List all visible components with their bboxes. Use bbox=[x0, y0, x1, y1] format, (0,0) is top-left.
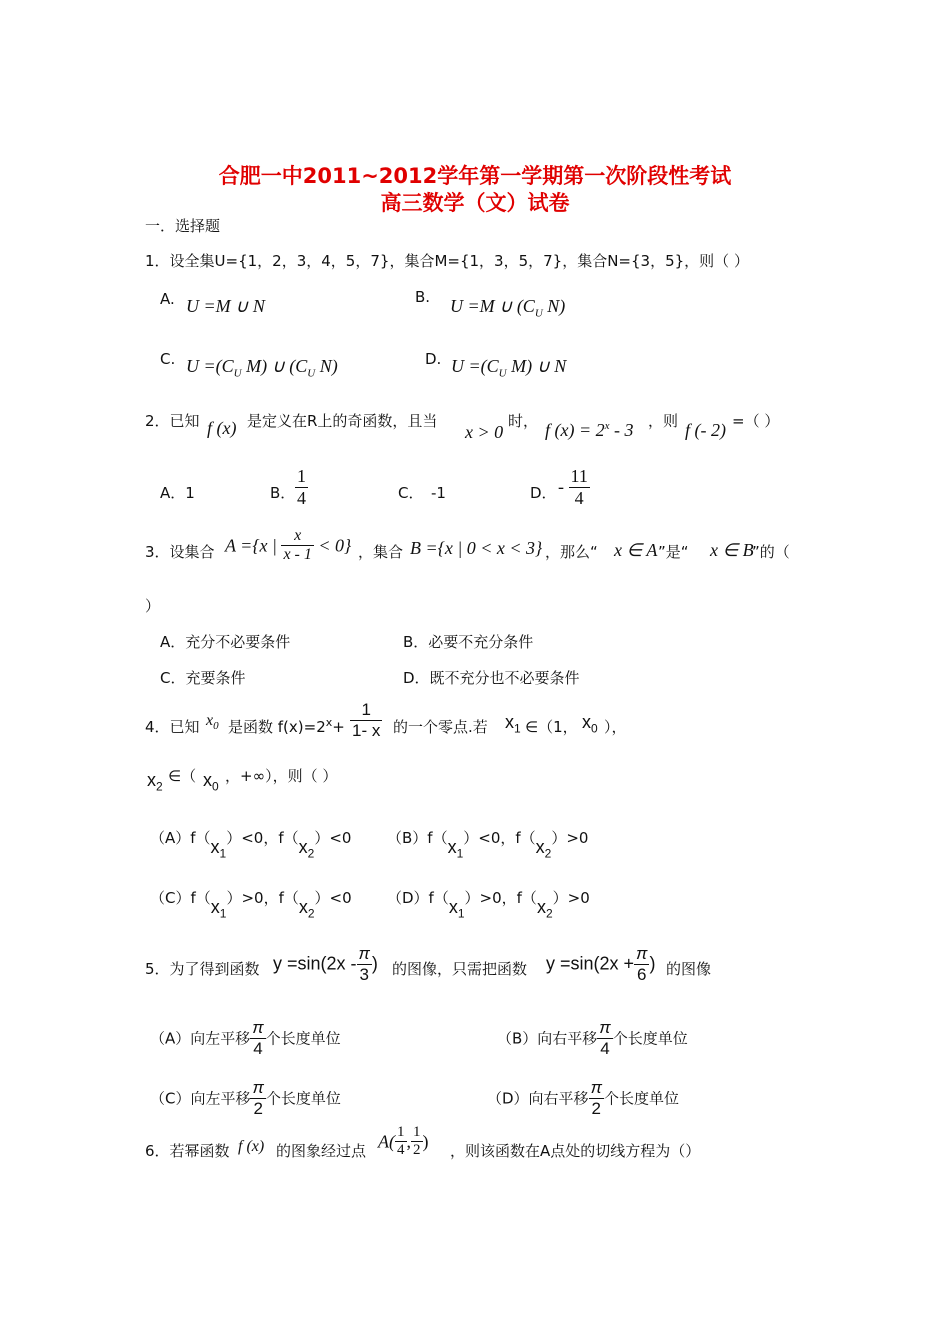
q4-stem-interval1: ∈（1， bbox=[525, 718, 578, 736]
question-3-stem-start: 3．设集合 bbox=[145, 543, 215, 561]
q5-stem-mid: 的图像，只需把函数 bbox=[392, 960, 528, 978]
q1-option-a-expr: U =M ∪ N bbox=[186, 296, 265, 316]
q4-option-b: $(B)f(x_1)<0$，$f(x_2)>0$ bbox=[387, 829, 589, 861]
q5-source-function: y =sin(2x + $\frac{\pi}{6}$ ) bbox=[546, 944, 656, 984]
q2-stem-mid: 是定义在R上的奇函数，且当 bbox=[247, 412, 438, 430]
q5-option-b: （B）向右平移 $\frac{\pi}{4}$ 个长度单位 bbox=[497, 1018, 688, 1058]
q1-option-a-label: A. bbox=[160, 290, 175, 308]
q4-stem-interval1-end: ）， bbox=[604, 718, 627, 736]
q4-option-a: $(A)f(x_1)<0$，$f(x_2)<0$ bbox=[150, 829, 352, 861]
q4-option-d: $(D)f(x_1)>0$，$f(x_2)>0$ bbox=[387, 889, 590, 921]
q4-x0-c: $x_0$ bbox=[203, 770, 219, 794]
exam-title-line2: 高三数学（文）试卷 bbox=[380, 191, 570, 215]
q2-option-d-label: D． bbox=[530, 484, 557, 502]
exam-title-line1: 合肥一中2011~2012学年第一学期第一次阶段性考试 bbox=[218, 164, 732, 188]
question-6-stem-start: 6．若幂函数 bbox=[145, 1142, 230, 1160]
q5-option-a: （A）向左平移 $\frac{\pi}{4}$ 个长度单位 bbox=[150, 1018, 341, 1058]
q1-option-d-expr: $U =(C_U$ M) ∪ N bbox=[451, 356, 567, 380]
q3-x-in-b: x ∈ B bbox=[710, 540, 754, 560]
q2-option-d-frac: - $\frac{11}{4}$ bbox=[558, 466, 588, 508]
q2-ask: f (- 2) bbox=[685, 420, 726, 440]
q2-fx: f (x) bbox=[207, 418, 237, 438]
q1-option-d-label: D. bbox=[425, 350, 442, 368]
q4-option-c: $(C)f(x_1)>0$，$f(x_2)<0$ bbox=[150, 889, 352, 921]
q5-option-d: （D）向右平移 $\frac{\pi}{2}$ 个长度单位 bbox=[487, 1078, 679, 1118]
q5-stem-end: 的图像 bbox=[666, 960, 712, 978]
q2-option-b-label: B． bbox=[270, 484, 296, 502]
q2-stem-then: ，则 bbox=[648, 412, 679, 430]
q3-option-c: C．充要条件 bbox=[160, 669, 246, 687]
q1-option-c-expr: $U =(C_U$ M) ∪ ($C_U$ N) bbox=[186, 356, 338, 380]
q6-point: A( $\frac{1}{4}$ , $\frac{1}{2}$ ) bbox=[378, 1124, 429, 1159]
q2-option-a: A．1 bbox=[160, 484, 195, 502]
question-2-stem-start: 2．已知 bbox=[145, 412, 200, 430]
q3-option-d: D．既不充分也不必要条件 bbox=[403, 669, 580, 687]
q2-stem-when: 时， bbox=[508, 412, 539, 430]
q4-x0: $x_0$ bbox=[206, 712, 219, 733]
q3-stem-is: ”是“ bbox=[658, 543, 689, 561]
question-1-stem: 1．设全集U={1，2，3，4，5，7}，集合M={1，3，5，7}，集合N={3，5}，则（ ） bbox=[145, 252, 749, 270]
q6-stem-mid: 的图象经过点 bbox=[276, 1142, 367, 1160]
q3-option-a: A．充分不必要条件 bbox=[160, 633, 291, 651]
question-4-stem-start: 4．已知 bbox=[145, 718, 200, 736]
q4-stem-end: ，+∞），则（ ） bbox=[225, 767, 338, 785]
q3-x-in-a: x ∈ A bbox=[614, 540, 658, 560]
q3-stem-then: ，那么“ bbox=[545, 543, 598, 561]
q3-stem-end: ”的（ bbox=[752, 543, 790, 561]
q2-function-def: f $(x) = 2^x - 3$ bbox=[545, 420, 634, 440]
q3-close-paren: ） bbox=[145, 597, 161, 615]
q3-set-b: B ={x | 0 < x < 3} bbox=[410, 538, 543, 558]
q3-set-a: A ={x | $\frac{x}{x - 1}$ < 0} bbox=[225, 527, 352, 564]
q1-option-b-label: B. bbox=[415, 288, 431, 306]
q3-option-b: B．必要不充分条件 bbox=[403, 633, 534, 651]
q2-option-c: C． -1 bbox=[398, 484, 446, 502]
section-heading: 一．选择题 bbox=[145, 217, 221, 235]
q2-condition: x > 0 bbox=[465, 422, 504, 442]
q4-fraction: $\frac{1}{1- x}$ bbox=[352, 700, 381, 740]
q2-option-b-frac: $\frac{1}{4}$ bbox=[297, 466, 306, 508]
q4-stem-interval2: ∈（ bbox=[168, 767, 197, 785]
q5-option-c: （C）向左平移 $\frac{\pi}{2}$ 个长度单位 bbox=[150, 1078, 341, 1118]
q1-option-c-label: C. bbox=[160, 350, 176, 368]
q5-target-function: y =sin(2x - $\frac{\pi}{3}$ ) bbox=[273, 944, 378, 984]
q6-stem-end: ，则该函数在A点处的切线方程为（） bbox=[450, 1142, 701, 1160]
question-5-stem-start: 5．为了得到函数 bbox=[145, 960, 260, 978]
q3-stem-mid: ，集合 bbox=[358, 543, 404, 561]
q4-x0-b: $x_0$ bbox=[582, 712, 598, 736]
q4-stem-func: 是函数 $f(x)=2^x+$ bbox=[228, 716, 345, 736]
q4-x2: $x_2$ bbox=[147, 770, 163, 794]
q1-option-b-expr: U =M ∪ ($C_U$ N) bbox=[450, 296, 566, 320]
q6-fx: f (x) bbox=[238, 1138, 265, 1155]
q2-stem-end: =（ ） bbox=[732, 412, 780, 430]
q4-x1: $x_1$ bbox=[505, 712, 521, 736]
q4-stem-zero: 的一个零点.若 bbox=[393, 718, 488, 736]
